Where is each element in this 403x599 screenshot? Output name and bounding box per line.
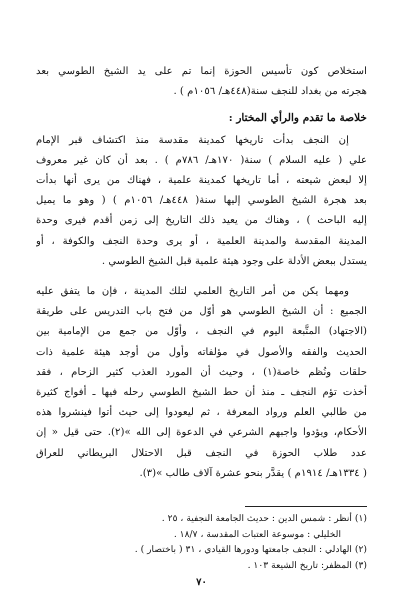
intro-line: هجرته من بغداد للنجف سنة(٤٤٨هـ/ ١٠٥٦م ) .: [173, 86, 367, 98]
paragraph-gap: [36, 272, 367, 282]
intro-paragraph: [36, 62, 367, 102]
paragraph-line: ( ١٣٣٤هـ/ ١٩١٤م ) يقدَّر بنحو عشرة آلاف طالب »(٣).: [139, 467, 367, 479]
footnote-1: (١) أنظر : شمس الدين : حديث الجامعة النجفية ، ٢٥ .: [161, 513, 367, 524]
section-heading: خلاصة ما تقدم والرأي المختار :: [228, 112, 367, 125]
paragraph-1: [36, 131, 367, 272]
paragraph-line: الحديث والفقه والأصول في مؤلفاته وأول من أوجد هيئة علمية ذات: [36, 346, 367, 358]
paragraph-line: عدد طلاب الحوزة في النجف قبل الاحتلال البريطاني للعراق: [36, 447, 367, 459]
paragraph-line: (الاجتهاد) المتَّبعة اليوم في النجف ، وأوّل من جمع من الإمامية بين: [36, 326, 367, 338]
footnote-divider: [245, 506, 367, 507]
paragraph-line: أخذت تؤم النجف ـ منذ أن حط الشيخ الطوسي رحله فيها ـ أفواج كثيرة: [36, 387, 367, 399]
intro-line: استخلاص كون تأسيس الحوزة إنما تم على يد الشيخ الطوسي بعد: [36, 66, 367, 77]
page-number: ٧٠: [196, 577, 207, 588]
footnote-1-continuation: الخليلي : موسوعة العتبات المقدسة ، ١٨/٧ .: [173, 528, 341, 540]
paragraph-line: من طالبي العلم ورواد المعرفة ، ثم ليعودوا إلى حيث أتوا فينشروا هذه: [36, 407, 367, 419]
footnotes: [36, 511, 367, 573]
paragraph-line: إلا لبعض شيعته ، أما تاريخها كمدينة علمية ، فهناك من يرى أنها بدأت: [36, 175, 367, 187]
paragraph-line: ومهما يكن من أمر التاريخ العلمي لتلك المدينة ، فإن ما يتفق عليه: [36, 286, 349, 298]
paragraph-line: المدينة المقدسة والمدينة العلمية ، أو يرى وحدة النجف والكوفة ، أو: [36, 235, 367, 247]
paragraph-line: الأحكام، ويؤدوا واجبهم الشرعي في الدعوة إلى الله »(٢). حتى قيل « إن: [36, 427, 367, 439]
paragraph-line: إليه الباحث ) ، وهناك من يعيد ذلك التاريخ إلى زمن أقدم فيرى وحدة: [36, 215, 367, 227]
footnote-2: (٢) الهادلي : النجف جامعتها ودورها القيادي ، ٣١ ( باختصار ) .: [134, 544, 367, 556]
paragraph-line: حلقات ونُظم خاصة(١) ، وحيث أن المورد العذب كثير الزحام ، فقد: [36, 366, 367, 378]
paragraph-line: إن النجف بدأت تاريخها كمدينة مقدسة منذ اكتشاف قبر الإمام: [36, 134, 349, 146]
document-page: [36, 62, 367, 484]
footnote-3: (٣) المظفر: تاريخ الشيعة ١٠٣ .: [247, 559, 367, 571]
paragraph-line: بعد هجرة الشيخ الطوسي إليها سنة( ٤٤٨هـ/ ١٠٥٦م ) ( وهو ما يميل: [36, 195, 367, 207]
paragraph-line: علي ( عليه السلام ) سنة( ١٧٠هـ/ ٧٨٦م ) . بعد أن كان غير معروف: [36, 154, 367, 166]
paragraph-2: [36, 282, 367, 484]
paragraph-line: الجميع : أن الشيخ الطوسي هو أوّل من فتح باب التدريس على طريقة: [36, 306, 367, 318]
paragraph-line: يستدل ببعض الأدلة على وجود هيئة علمية قبل الشيخ الطوسي .: [101, 255, 367, 267]
